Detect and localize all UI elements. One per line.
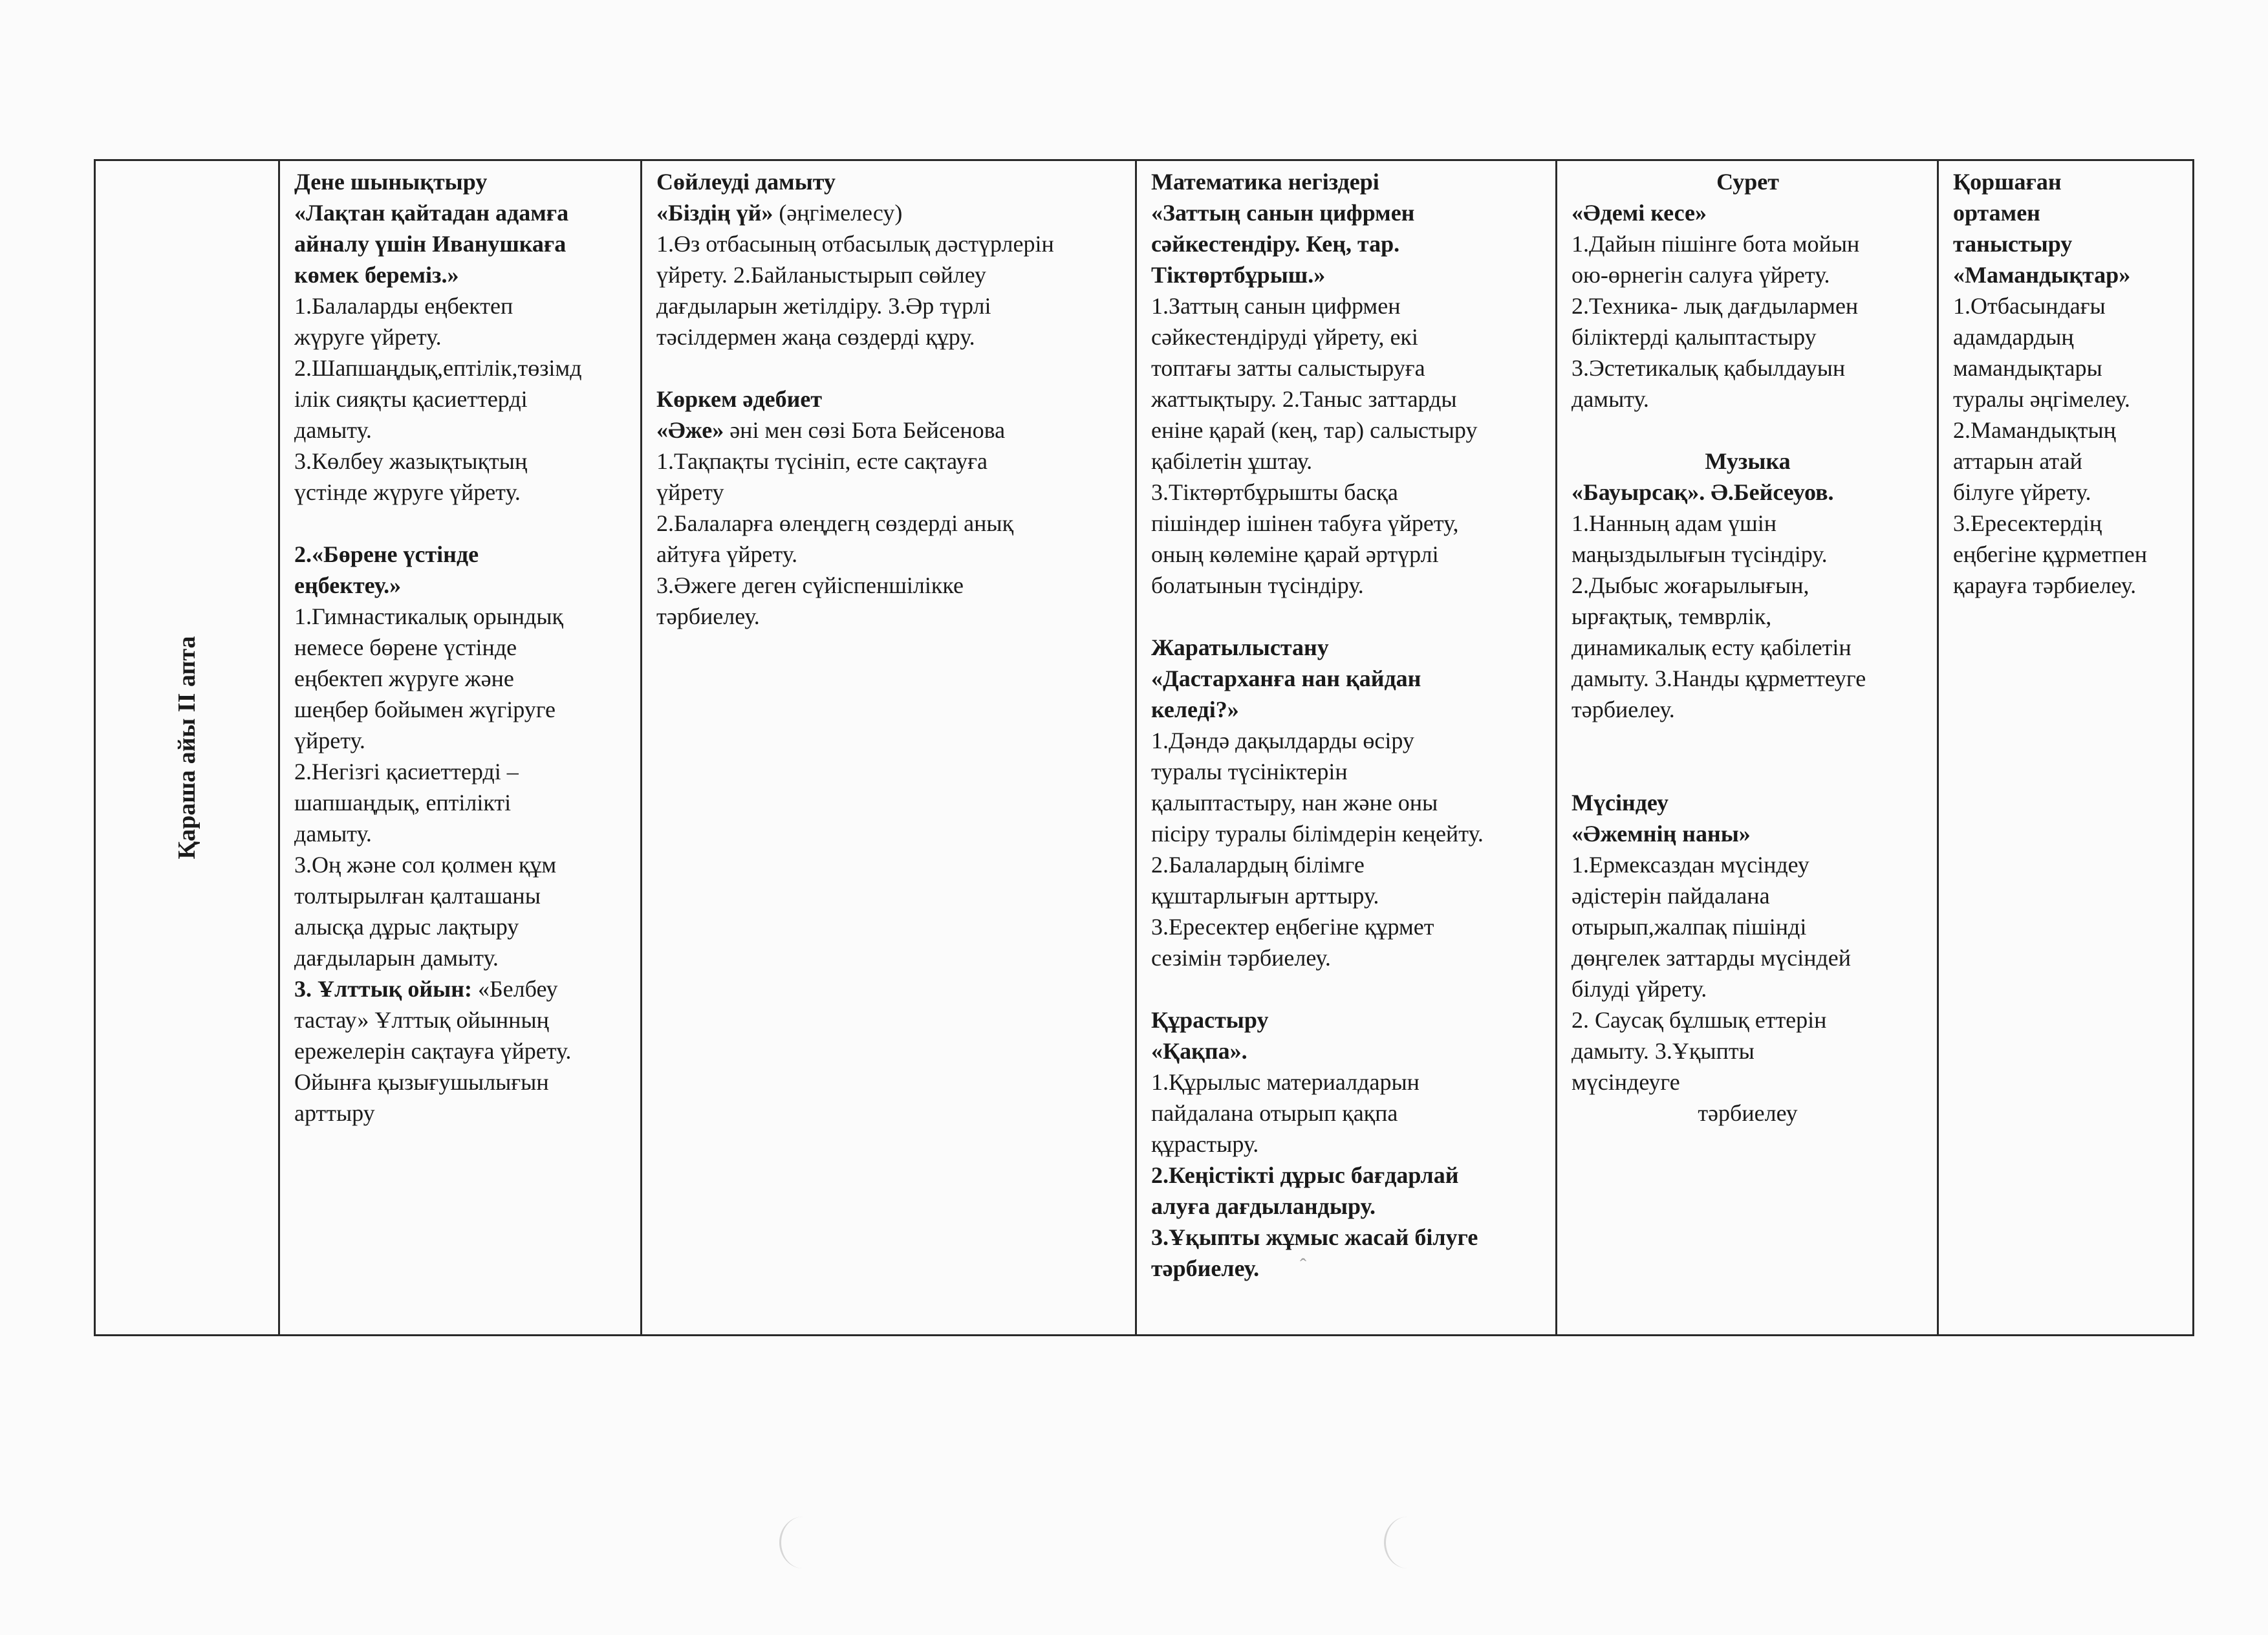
- text-line: [1151, 1191, 1542, 1222]
- text-line: [1151, 1222, 1542, 1253]
- text-line: [1151, 446, 1542, 477]
- line-text: келеді?»: [1151, 697, 1239, 722]
- text-line: [1953, 290, 2179, 321]
- line-text: топтағы затты салыстыруға: [1151, 355, 1425, 381]
- line-text: алуға дағдыландыру.: [1151, 1193, 1376, 1219]
- text-line: [1151, 1067, 1542, 1098]
- text-line: [1151, 911, 1542, 942]
- line-text: «Лақтан қайтадан адамға: [294, 200, 569, 226]
- line-text: 1.Дәндә дақылдарды өсіру: [1151, 728, 1414, 753]
- line-text: Қоршаған: [1953, 169, 2062, 195]
- text-line: [1151, 321, 1542, 352]
- text-line: [1571, 228, 1924, 259]
- line-text: дамыту.: [1571, 386, 1649, 412]
- text-line: [656, 415, 1122, 446]
- line-text: Сөйлеуді дамыту: [656, 169, 836, 195]
- text-line: [1151, 1004, 1542, 1035]
- text-line: [1571, 570, 1924, 601]
- line-text: 3.Әжеге деген сүйіспеншілікке: [656, 572, 964, 598]
- line-text: дөңгелек заттарды мүсіндей: [1571, 945, 1852, 971]
- text-line: [1571, 321, 1924, 352]
- line-text: құрастыру.: [1151, 1131, 1259, 1157]
- text-line: [1571, 259, 1924, 290]
- line-text: сезімін тәрбиелеу.: [1151, 945, 1331, 971]
- text-line: [1571, 1004, 1924, 1035]
- line-text: үйрету. 2.Байланыстырып сөйлеу: [656, 262, 986, 288]
- line-text: адамдардың: [1953, 324, 2074, 350]
- line-text: шапшаңдық, ептілікті: [294, 790, 512, 816]
- text-line: [1151, 663, 1542, 694]
- text-line: [294, 321, 627, 352]
- line-text: 1.Құрылыс материалдарын: [1151, 1069, 1420, 1095]
- text-line: [656, 228, 1122, 259]
- text-line: [294, 880, 627, 911]
- line-text: дамыту. 3.Нанды құрметтеуге: [1571, 666, 1866, 691]
- line-text: 1.Ермексаздан мүсіндеу: [1571, 852, 1809, 878]
- line-text: Математика негіздері: [1151, 169, 1379, 195]
- line-text: 1.Заттың санын цифрмен: [1151, 293, 1401, 319]
- text-line: [1953, 384, 2179, 415]
- spacer: [1151, 601, 1542, 632]
- line-text: «Бауырсақ». Ә.Бейсеуов.: [1571, 479, 1834, 505]
- line-text: әдістерін пайдалана: [1571, 883, 1770, 909]
- text-line: [1151, 415, 1542, 446]
- physical-education-cell: [279, 160, 642, 1336]
- line-text: дамыту.: [294, 417, 372, 443]
- line-tail: әні мен сөзі Бота Бейсенова: [724, 417, 1006, 443]
- line-text: ырғақтық, темврлік,: [1571, 603, 1772, 629]
- line-text: арттыру: [294, 1100, 375, 1126]
- text-line: [1571, 1067, 1924, 1098]
- text-line: [1151, 756, 1542, 787]
- line-text: «Біздің үй»: [656, 200, 773, 226]
- text-line: [294, 973, 627, 1004]
- line-text: үйрету: [656, 479, 724, 505]
- line-text: ілік сияқты қасиеттерді: [294, 386, 528, 412]
- line-text: үстінде жүруге үйрету.: [294, 479, 521, 505]
- text-line: [294, 259, 627, 290]
- text-line: [656, 384, 1122, 415]
- line-tail: «Белбеу: [472, 976, 558, 1002]
- line-text: туралы әңгімелеу.: [1953, 386, 2130, 412]
- text-line: [294, 632, 627, 663]
- text-line: [1571, 446, 1924, 477]
- text-line: [656, 477, 1122, 508]
- text-line: [294, 290, 627, 321]
- line-text: сәйкестендіру. Кең, тар.: [1151, 231, 1400, 257]
- line-text: Тіктөртбұрыш.»: [1151, 262, 1326, 288]
- line-text: тастау» Ұлттық ойынның: [294, 1007, 549, 1033]
- line-text: пісіру туралы білімдерін кеңейту.: [1151, 821, 1484, 847]
- line-text: қалыптастыру, нан және оны: [1151, 790, 1438, 816]
- line-text: еніне қарай (кең, тар) салыстыру: [1151, 417, 1478, 443]
- line-text: аттарын атай: [1953, 448, 2082, 474]
- line-text: 3. Ұлттық ойын:: [294, 976, 472, 1002]
- spacer: [1151, 973, 1542, 1004]
- line-text: мүсіндеуге: [1571, 1069, 1680, 1095]
- text-line: [1953, 228, 2179, 259]
- line-text: еңбектеу.»: [294, 572, 402, 598]
- line-text: 2.Шапшаңдық,ептілік,төзімд: [294, 355, 582, 381]
- text-line: [1571, 880, 1924, 911]
- line-text: жүруге үйрету.: [294, 324, 442, 350]
- line-text: 2.Балаларға өлеңдегң сөздерді анық: [656, 510, 1014, 536]
- text-line: [1571, 787, 1924, 818]
- text-line: [1151, 259, 1542, 290]
- art-music-modeling-cell: [1557, 160, 1938, 1336]
- line-text: еңбегіне құрметпен: [1953, 541, 2148, 567]
- text-line: [1571, 942, 1924, 973]
- line-text: ережелерін сақтауға үйрету.: [294, 1038, 572, 1064]
- line-text: 1.Отбасындағы: [1953, 293, 2106, 319]
- text-line: [1151, 197, 1542, 228]
- line-text: тәрбиелеу.: [656, 603, 760, 629]
- text-line: [1151, 632, 1542, 663]
- line-text: айтуға үйрету.: [656, 541, 798, 567]
- text-line: [294, 1004, 627, 1035]
- text-line: [294, 228, 627, 259]
- line-text: 3.Тіктөртбұрышты басқа: [1151, 479, 1398, 505]
- text-line: [1571, 384, 1924, 415]
- line-text: Ойынға қызығушылығын: [294, 1069, 549, 1095]
- line-text: 2.Кеңістікті дұрыс бағдарлай: [1151, 1162, 1459, 1188]
- line-text: 2.«Бөрене үстінде: [294, 541, 479, 567]
- text-line: [294, 1098, 627, 1129]
- line-text: пішіндер ішінен табуға үйрету,: [1151, 510, 1459, 536]
- line-text: дағдыларын дамыту.: [294, 945, 499, 971]
- line-text: 2.Негізгі қасиеттерді –: [294, 759, 519, 785]
- line-text: маңыздылығын түсіндіру.: [1571, 541, 1828, 567]
- text-line: [294, 539, 627, 570]
- text-line: [1571, 1098, 1924, 1129]
- text-line: [1953, 446, 2179, 477]
- text-line: [1151, 725, 1542, 756]
- text-line: [1571, 911, 1924, 942]
- line-text: динамикалық есту қабілетін: [1571, 634, 1852, 660]
- line-text: 1.Гимнастикалық орындық: [294, 603, 564, 629]
- text-line: [1571, 477, 1924, 508]
- text-line: [1151, 477, 1542, 508]
- line-text: 2.Балалардың білімге: [1151, 852, 1365, 878]
- text-line: [1571, 1035, 1924, 1067]
- text-line: [1953, 321, 2179, 352]
- line-text: 2.Мамандықтың: [1953, 417, 2116, 443]
- line-text: Музыка: [1705, 448, 1791, 474]
- line-text: еңбектеп жүруге және: [294, 666, 514, 691]
- line-text: Мүсіндеу: [1571, 790, 1669, 816]
- text-line: [1571, 352, 1924, 384]
- line-tail: (әңгімелесу): [773, 200, 903, 226]
- text-line: [1151, 1035, 1542, 1067]
- line-text: «Дастарханға нан қайдан: [1151, 666, 1421, 691]
- line-text: «Әже»: [656, 417, 724, 443]
- text-line: [1953, 477, 2179, 508]
- line-text: көмек береміз.»: [294, 262, 459, 288]
- text-line: [294, 601, 627, 632]
- week-cell: [95, 160, 279, 1336]
- spacer: [1571, 415, 1924, 446]
- line-text: Дене шынықтыру: [294, 169, 488, 195]
- text-line: [1571, 539, 1924, 570]
- text-line: [1571, 694, 1924, 725]
- text-line: [1151, 352, 1542, 384]
- text-line: [294, 415, 627, 446]
- text-line: [294, 911, 627, 942]
- week-row: [95, 160, 2194, 1336]
- text-line: [1571, 290, 1924, 321]
- text-line: [1151, 787, 1542, 818]
- text-line: [1151, 1160, 1542, 1191]
- text-line: [294, 384, 627, 415]
- text-line: [1151, 1098, 1542, 1129]
- text-line: [294, 1067, 627, 1098]
- text-line: [294, 197, 627, 228]
- text-line: [294, 818, 627, 849]
- text-line: [1953, 539, 2179, 570]
- text-line: [1151, 1129, 1542, 1160]
- line-text: 1.Нанның адам үшін: [1571, 510, 1777, 536]
- line-text: «Мамандықтар»: [1953, 262, 2131, 288]
- text-line: [1151, 1253, 1542, 1284]
- scan-punch-mark-left: [779, 1517, 826, 1568]
- line-text: шеңбер бойымен жүгіруге: [294, 697, 556, 722]
- line-text: болатынын түсіндіру.: [1151, 572, 1364, 598]
- text-line: [656, 290, 1122, 321]
- text-line: [1151, 818, 1542, 849]
- text-line: [1571, 601, 1924, 632]
- text-line: [294, 787, 627, 818]
- line-text: үйрету.: [294, 728, 365, 753]
- line-text: пайдалана отырып қақпа: [1151, 1100, 1398, 1126]
- scan-punch-mark-right: [1384, 1517, 1431, 1568]
- line-text: «Заттың санын цифрмен: [1151, 200, 1415, 226]
- line-text: оның көлеміне қарай әртүрлі: [1151, 541, 1439, 567]
- line-text: 3.Ересектердің: [1953, 510, 2102, 536]
- text-line: [1953, 166, 2179, 197]
- text-line: [1151, 539, 1542, 570]
- text-line: [656, 446, 1122, 477]
- line-text: мамандықтары: [1953, 355, 2102, 381]
- line-text: тәрбиелеу.: [1571, 697, 1675, 722]
- line-text: «Әдемі кесе»: [1571, 200, 1707, 226]
- line-text: отырып,жалпақ пішінді: [1571, 914, 1807, 940]
- text-line: [1953, 259, 2179, 290]
- text-line: [1953, 352, 2179, 384]
- line-text: құштарлығын арттыру.: [1151, 883, 1379, 909]
- text-line: [656, 166, 1122, 197]
- line-text: алысқа дұрыс лақтыру: [294, 914, 519, 940]
- line-text: 2.Дыбыс жоғарылығын,: [1571, 572, 1809, 598]
- line-text: дағдыларын жетілдіру. 3.Әр түрлі: [656, 293, 991, 319]
- line-text: «Қақпа».: [1151, 1038, 1247, 1064]
- lesson-plan-table: [94, 159, 2194, 1336]
- text-line: [294, 570, 627, 601]
- line-text: 3.Ұқыпты жұмыс жасай білуге: [1151, 1224, 1478, 1250]
- text-line: [656, 601, 1122, 632]
- line-text: тәрбиелеу: [1698, 1100, 1798, 1126]
- line-text: қарауға тәрбиелеу.: [1953, 572, 2137, 598]
- line-text: 1.Өз отбасының отбасылық дәстүрлерін: [656, 231, 1054, 257]
- spacer: [294, 508, 627, 539]
- text-line: [294, 756, 627, 787]
- line-text: Жаратылыстану: [1151, 634, 1329, 660]
- text-line: [1151, 570, 1542, 601]
- environment-cell: [1938, 160, 2194, 1336]
- line-text: қабілетін ұштау.: [1151, 448, 1313, 474]
- text-line: [656, 197, 1122, 228]
- text-line: [294, 942, 627, 973]
- text-line: [656, 570, 1122, 601]
- line-text: 2.Техника- лық дағдылармен: [1571, 293, 1859, 319]
- text-line: [294, 166, 627, 197]
- line-text: 3.Көлбеу жазықтықтың: [294, 448, 528, 474]
- text-line: [1953, 415, 2179, 446]
- spacer: [1571, 756, 1924, 787]
- text-line: [294, 725, 627, 756]
- text-line: [1151, 384, 1542, 415]
- text-line: [1151, 228, 1542, 259]
- text-line: [294, 477, 627, 508]
- line-text: білуге үйрету.: [1953, 479, 2091, 505]
- speech-literature-cell: [642, 160, 1136, 1336]
- text-line: [1571, 508, 1924, 539]
- text-line: [1151, 942, 1542, 973]
- line-text: 1.Тақпақты түсініп, есте сақтауға: [656, 448, 988, 474]
- text-line: [1151, 508, 1542, 539]
- text-line: [1571, 818, 1924, 849]
- line-text: немесе бөрене үстінде: [294, 634, 517, 660]
- line-text: біліктерді қалыптастыру: [1571, 324, 1817, 350]
- line-text: жаттықтыру. 2.Таныс заттарды: [1151, 386, 1457, 412]
- line-text: тәрбиелеу.: [1151, 1255, 1260, 1281]
- text-line: [1571, 632, 1924, 663]
- line-text: 1.Балаларды еңбектеп: [294, 293, 513, 319]
- text-line: [1151, 166, 1542, 197]
- spacer: [1571, 725, 1924, 756]
- line-text: «Әжемнің наны»: [1571, 821, 1751, 847]
- text-line: [294, 1035, 627, 1067]
- line-text: 3.Оң және сол қолмен құм: [294, 852, 557, 878]
- text-line: [1953, 508, 2179, 539]
- line-text: туралы түсініктерін: [1151, 759, 1348, 785]
- text-line: [656, 539, 1122, 570]
- text-line: [294, 663, 627, 694]
- line-text: 2. Саусақ бұлшық еттерін: [1571, 1007, 1827, 1033]
- text-line: [294, 694, 627, 725]
- line-text: 1.Дайын пішінге бота мойын: [1571, 231, 1860, 257]
- text-line: [656, 508, 1122, 539]
- text-line: [1571, 197, 1924, 228]
- text-line: [1151, 694, 1542, 725]
- scan-speck: ˆ: [1300, 1255, 1306, 1276]
- text-line: [294, 446, 627, 477]
- text-line: [294, 352, 627, 384]
- text-line: [1953, 197, 2179, 228]
- line-text: ою-өрнегін салуға үйрету.: [1571, 262, 1830, 288]
- text-line: [1953, 570, 2179, 601]
- text-line: [1571, 663, 1924, 694]
- line-text: айналу үшін Иванушкаға: [294, 231, 567, 257]
- text-line: [1571, 166, 1924, 197]
- line-text: дамыту.: [294, 821, 372, 847]
- text-line: [1151, 290, 1542, 321]
- week-label: Қараша айы ІІ апта: [173, 636, 200, 860]
- line-text: ортамен: [1953, 200, 2040, 226]
- line-text: сәйкестендіруді үйрету, екі: [1151, 324, 1418, 350]
- text-line: [1151, 880, 1542, 911]
- line-text: таныстыру: [1953, 231, 2073, 257]
- text-line: [656, 259, 1122, 290]
- text-line: [1571, 973, 1924, 1004]
- line-text: Сурет: [1716, 169, 1779, 195]
- text-line: [1571, 849, 1924, 880]
- text-line: [656, 321, 1122, 352]
- line-text: Көркем әдебиет: [656, 386, 823, 412]
- line-text: 3.Ересектер еңбегіне құрмет: [1151, 914, 1434, 940]
- line-text: дамыту. 3.Ұқыпты: [1571, 1038, 1755, 1064]
- line-text: білуді үйрету.: [1571, 976, 1707, 1002]
- spacer: [656, 352, 1122, 384]
- math-nature-construction-cell: [1136, 160, 1557, 1336]
- line-text: Құрастыру: [1151, 1007, 1269, 1033]
- line-text: тәсілдермен жаңа сөздерді құру.: [656, 324, 975, 350]
- line-text: 3.Эстетикалық қабылдауын: [1571, 355, 1846, 381]
- text-line: [1151, 849, 1542, 880]
- text-line: [294, 849, 627, 880]
- line-text: толтырылған қалташаны: [294, 883, 541, 909]
